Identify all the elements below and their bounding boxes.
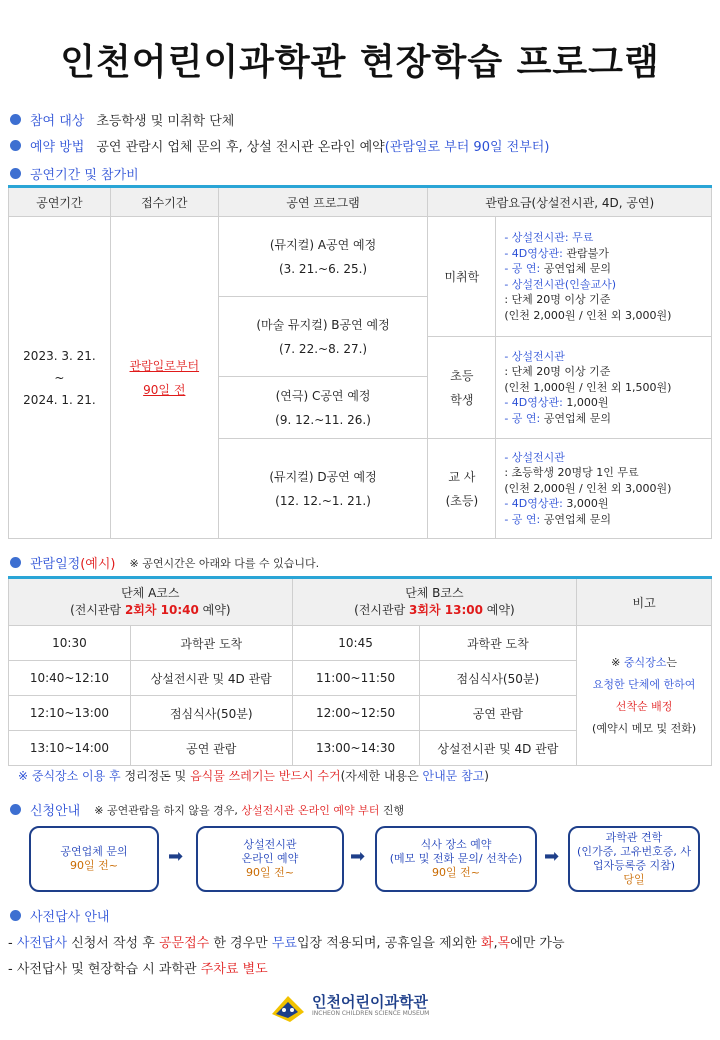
header-program: 공연 프로그램 <box>218 187 428 217</box>
pre-visit-section <box>10 906 109 925</box>
bullet-dot-icon <box>10 168 21 179</box>
target-value: 초등학생 및 미취학 단체 <box>96 114 235 129</box>
period-label: 공연기간 및 참가비 <box>30 168 139 183</box>
apply-label: 신청안내 <box>30 804 81 819</box>
fee-group-preschool: 미취학 <box>428 217 496 337</box>
logo-sub: INCHEON CHILDREN SCIENCE MUSEUM <box>312 1010 430 1017</box>
period-cell: 2023. 3. 21. ~ 2024. 1. 21. <box>9 217 111 539</box>
program-c: (연극) C공연 예정 (9. 12.~11. 26.) <box>218 377 428 439</box>
apply-step-2: 상설전시관 온라인 예약 90일 전~ <box>196 826 344 892</box>
arrow-right-icon: ➡ <box>350 846 366 867</box>
pre-visit-label: 사전답사 안내 <box>30 910 110 925</box>
bullet-dot-icon <box>10 557 21 568</box>
fee-group-teacher: 교 사 (초등) <box>428 439 496 539</box>
pre-visit-line-2: - 사전답사 및 현장학습 시 과학관 주차료 별도 <box>8 962 268 977</box>
schedule-label-note: (예시) <box>80 557 116 572</box>
target-label: 참여 대상 <box>30 114 85 129</box>
page-title: 인천어린이과학관 현장학습 프로그램 <box>60 42 660 83</box>
museum-logo-icon <box>268 992 308 1024</box>
info-period <box>10 164 139 183</box>
schedule-footnote: ※ 중식장소 이용 후 정리정돈 및 음식물 쓰레기는 반드시 수거(자세한 내용은 안내문 참고) <box>18 769 489 783</box>
apply-section <box>10 800 404 819</box>
apply-step-1: 공연업체 문의 90일 전~ <box>29 826 159 892</box>
program-d: (뮤지컬) D공연 예정 (12. 12.~1. 21.) <box>218 439 428 539</box>
program-a: (뮤지컬) A공연 예정 (3. 21.~6. 25.) <box>218 217 428 297</box>
bullet-dot-icon <box>10 910 21 921</box>
fee-lines-preschool: - 상설전시관: 무료 - 4D영상관: 관람불가 - 공 연: 공연업체 문의 - 상설전시관(인솔교사) : 단체 20명 이상 기준 (인천 2,000원 / 인천 외 3,000원) <box>496 217 712 337</box>
schedule-label: 관람일정 <box>30 557 81 572</box>
bullet-dot-icon <box>10 140 21 151</box>
course-a-header: 단체 A코스 (전시관람 2회차 10:40 예약) <box>9 578 293 626</box>
method-label: 예약 방법 <box>30 140 85 155</box>
table-row: 10:30 과학관 도착 10:45 과학관 도착 ※ 중식장소는 요청한 단체에 한하여 선착순 배정 (예약시 메모 및 전화) <box>9 626 712 661</box>
remark-cell: ※ 중식장소는 요청한 단체에 한하여 선착순 배정 (예약시 메모 및 전화) <box>577 626 712 766</box>
bullet-dot-icon <box>10 114 21 125</box>
table-row: 13:10~14:00 공연 관람 13:00~14:30 상설전시관 및 4D 관람 <box>9 731 712 766</box>
method-value: 공연 관람시 업체 문의 후, 상설 전시관 온라인 예약 <box>96 140 385 155</box>
program-b: (마술 뮤지컬) B공연 예정 (7. 22.~8. 27.) <box>218 297 428 377</box>
bullet-dot-icon <box>10 804 21 815</box>
apply-step-4: 과학관 견학 (인가증, 고유번호증, 사업자등록증 지참) 당일 <box>568 826 700 892</box>
header-fee: 관람요금(상설전시관, 4D, 공연) <box>428 187 712 217</box>
method-note: (관람일로 부터 90일 전부터) <box>384 140 550 155</box>
apply-note: ※ 공연관람을 하지 않을 경우, 상설전시관 온라인 예약 부터 진행 <box>94 803 405 817</box>
arrow-right-icon: ➡ <box>544 846 560 867</box>
table-row: 10:40~12:10 상설전시관 및 4D 관람 11:00~11:50 점심식사(50분) <box>9 661 712 696</box>
museum-logo <box>268 992 429 1024</box>
header-period: 공연기간 <box>9 187 111 217</box>
fee-lines-elementary: - 상설전시관 : 단체 20명 이상 기준 (인천 1,000원 / 인천 외 1,500원) - 4D영상관: 1,000원 - 공 연: 공연업체 문의 <box>496 337 712 439</box>
table-row: 12:10~13:00 점심식사(50분) 12:00~12:50 공연 관람 <box>9 696 712 731</box>
schedule-note: ※ 공연시간은 아래와 다를 수 있습니다. <box>129 556 320 570</box>
apply-step-3: 식사 장소 예약 (메모 및 전화 문의/ 선착순) 90일 전~ <box>375 826 537 892</box>
info-target <box>10 110 234 129</box>
pre-visit-line-1: - 사전답사 신청서 작성 후 공문접수 한 경우만 무료입장 적용되며, 공휴일을 제외한 화,목에만 가능 <box>8 936 565 951</box>
header-reception: 접수기간 <box>110 187 218 217</box>
remark-header: 비고 <box>577 578 712 626</box>
arrow-right-icon: ➡ <box>168 846 184 867</box>
info-method <box>10 136 549 155</box>
fee-group-elementary: 초등 학생 <box>428 337 496 439</box>
program-table <box>8 185 712 539</box>
schedule-table <box>8 576 712 766</box>
fee-lines-teacher: - 상설전시관 : 초등학생 20명당 1인 무료 (인천 2,000원 / 인천 외 3,000원) - 4D영상관: 3,000원 - 공 연: 공연업체 문의 <box>496 439 712 539</box>
logo-name: 인천어린이과학관 <box>312 993 428 1011</box>
reception-cell: 관람일로부터 90일 전 <box>110 217 218 539</box>
course-b-header: 단체 B코스 (전시관람 3회차 13:00 예약) <box>292 578 577 626</box>
schedule-section <box>10 553 319 572</box>
